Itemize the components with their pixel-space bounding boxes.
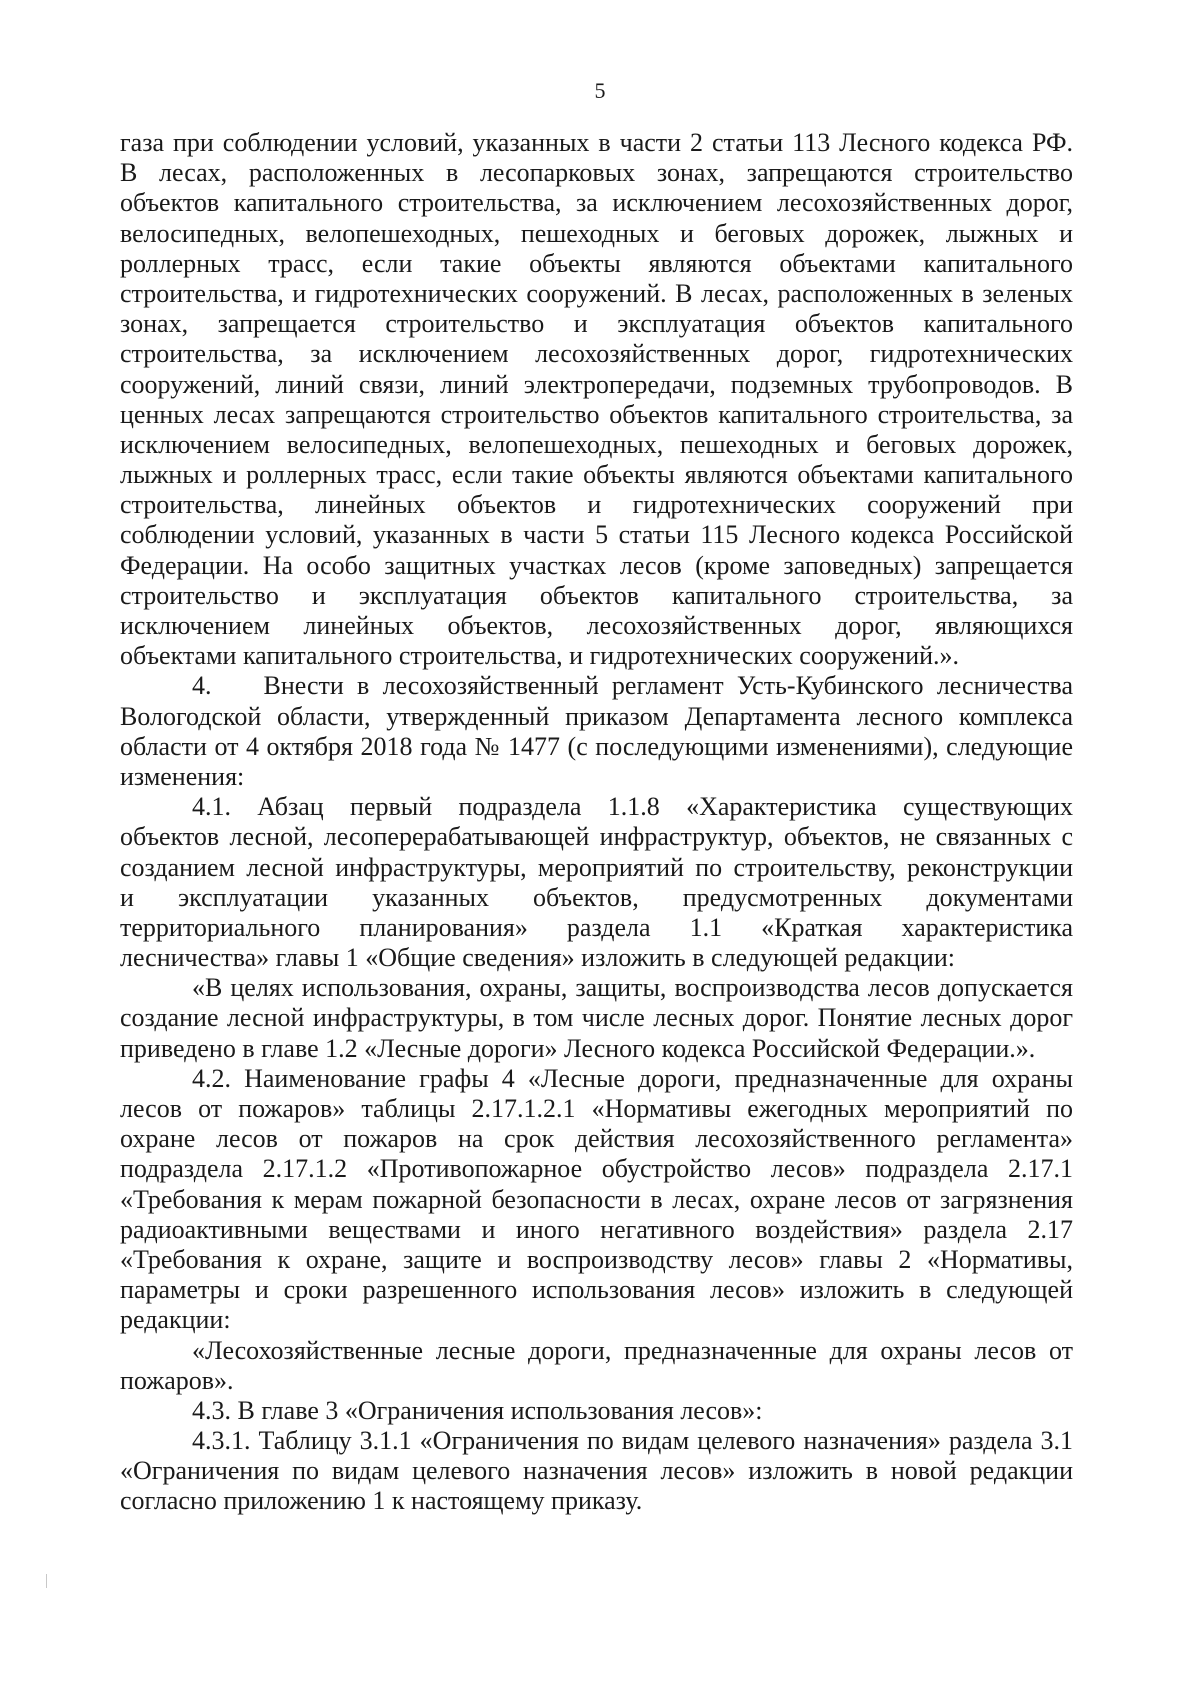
text-line: радиоактивными веществами и иного негативного воздействия» раздела 2.17 bbox=[120, 1214, 1073, 1244]
scan-edge-mark bbox=[46, 1574, 47, 1588]
text-line: редакции: bbox=[120, 1305, 231, 1335]
text-line: 4.3.1. Таблицу 3.1.1 «Ограничения по видам целевого назначения» раздела 3.1 bbox=[192, 1426, 1073, 1456]
text-line: исключением велосипедных, велопешеходных, пешеходных и беговых дорожек, bbox=[120, 429, 1073, 459]
text-line: строительства, за исключением лесохозяйственных дорог, гидротехнических bbox=[120, 339, 1073, 369]
text-line: исключением линейных объектов, лесохозяйственных дорог, являющихся bbox=[120, 611, 1073, 640]
text-line: созданием лесной инфраструктуры, мероприятий по строительству, реконструкции bbox=[120, 852, 1073, 882]
text-line: 4.1. Абзац первый подраздела 1.1.8 «Характеристика существующих bbox=[192, 792, 1073, 822]
text-line: Вологодской области, утвержденный приказом Департамента лесного комплекса bbox=[120, 701, 1073, 731]
text-line: подраздела 2.17.1.2 «Противопожарное обустройство лесов» подраздела 2.17.1 bbox=[120, 1154, 1073, 1184]
text-line: 4.2. Наименование графы 4 «Лесные дороги, предназначенные для охраны bbox=[192, 1063, 1073, 1093]
text-line: 4.3. В главе 3 «Ограничения использования лесов»: bbox=[192, 1395, 763, 1425]
text-line: лесов от пожаров» таблицы 2.17.1.2.1 «Нормативы ежегодных мероприятий по bbox=[120, 1094, 1073, 1123]
text-line: объектов лесной, лесоперерабатывающей инфраструктур, объектов, не связанных с bbox=[120, 822, 1073, 852]
text-line: газа при соблюдении условий, указанных в части 2 статьи 113 Лесного кодекса РФ. bbox=[120, 128, 1073, 157]
text-line: лесничества» главы 1 «Общие сведения» изложить в следующей редакции: bbox=[120, 943, 955, 973]
text-line: области от 4 октября 2018 года № 1477 (с последующими изменениями), следующие bbox=[120, 731, 1073, 761]
text-line: создание лесной инфраструктуры, в том числе лесных дорог. Понятие лесных дорог bbox=[120, 1003, 1073, 1033]
text-line: строительства, и гидротехнических сооружений. В лесах, расположенных в зеленых bbox=[120, 278, 1073, 308]
text-line: изменения: bbox=[120, 761, 245, 791]
text-line: объектами капитального строительства, и гидротехнических сооружений.». bbox=[120, 641, 960, 671]
text-line: «В целях использования, охраны, защиты, воспроизводства лесов допускается bbox=[192, 973, 1073, 1003]
text-line: «Требования к охране, защите и воспроизводству лесов» главы 2 «Нормативы, bbox=[120, 1244, 1073, 1274]
text-line: пожаров». bbox=[120, 1365, 234, 1395]
text-line: «Лесохозяйственные лесные дороги, предназначенные для охраны лесов от bbox=[192, 1335, 1073, 1365]
text-line: зонах, запрещается строительство и эксплуатация объектов капитального bbox=[120, 309, 1073, 339]
text-line: лыжных и роллерных трасс, если такие объекты являются объектами капитального bbox=[120, 460, 1073, 490]
text-line: «Ограничения по видам целевого назначения лесов» изложить в новой редакции bbox=[120, 1456, 1073, 1486]
text-line: ценных лесах запрещаются строительство объектов капитального строительства, за bbox=[120, 399, 1073, 429]
text-line: роллерных трасс, если такие объекты являются объектами капитального bbox=[120, 248, 1073, 278]
text-line: согласно приложению 1 к настоящему приказу. bbox=[120, 1486, 643, 1516]
text-line: территориального планирования» раздела 1.1 «Краткая характеристика bbox=[120, 912, 1073, 942]
text-line: велосипедных, велопешеходных, пешеходных и беговых дорожек, лыжных и bbox=[120, 218, 1073, 248]
page-number: 5 bbox=[594, 78, 606, 103]
text-line: «Требования к мерам пожарной безопасности в лесах, охране лесов от загрязнения bbox=[120, 1184, 1073, 1214]
text-line: строительство и эксплуатация объектов капитального строительства, за bbox=[120, 580, 1073, 610]
text-line: охране лесов от пожаров на срок действия лесохозяйственного регламента» bbox=[120, 1124, 1073, 1154]
text-line: объектов капитального строительства, за исключением лесохозяйственных дорог, bbox=[120, 188, 1073, 218]
text-line: 4. Внести в лесохозяйственный регламент Усть-Кубинского лесничества bbox=[192, 671, 1073, 701]
text-line: Федерации. На особо защитных участках лесов (кроме заповедных) запрещается bbox=[120, 550, 1073, 580]
text-line: параметры и сроки разрешенного использования лесов» изложить в следующей bbox=[120, 1275, 1073, 1305]
text-line: соблюдении условий, указанных в части 5 статьи 115 Лесного кодекса Российской bbox=[120, 520, 1073, 550]
document-body bbox=[120, 128, 1073, 1517]
text-line: и эксплуатации указанных объектов, предусмотренных документами bbox=[120, 882, 1073, 912]
text-line: приведено в главе 1.2 «Лесные дороги» Лесного кодекса Российской Федерации.». bbox=[120, 1033, 1036, 1063]
text-line: строительства, линейных объектов и гидротехнических сооружений при bbox=[120, 490, 1073, 520]
text-line: В лесах, расположенных в лесопарковых зонах, запрещаются строительство bbox=[120, 158, 1073, 188]
text-line: сооружений, линий связи, линий электропередачи, подземных трубопроводов. В bbox=[120, 369, 1073, 399]
